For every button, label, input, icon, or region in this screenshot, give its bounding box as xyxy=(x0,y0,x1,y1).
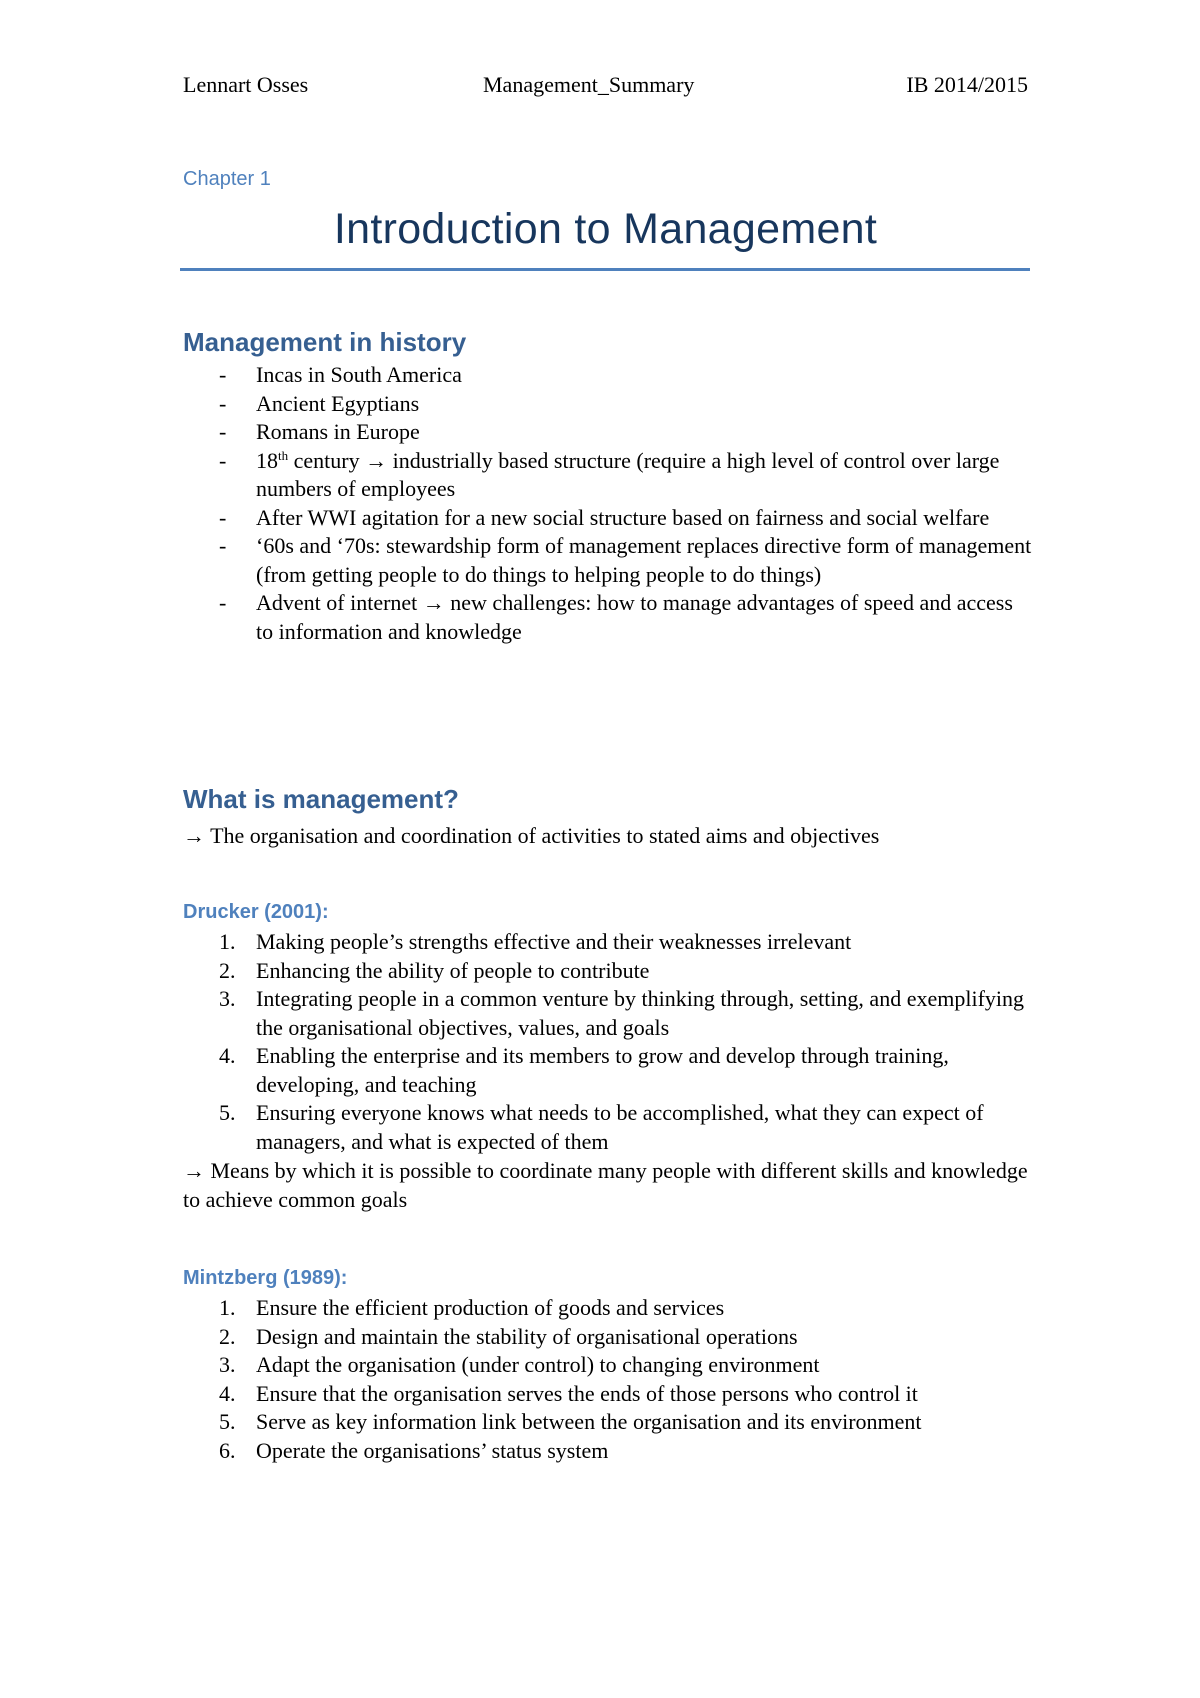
century-suffix: th xyxy=(278,447,289,463)
page-title: Introduction to Management xyxy=(333,205,878,253)
list-item: 2. Design and maintain the stability of organisational operations xyxy=(219,1323,798,1349)
title-divider xyxy=(180,268,1030,271)
bullet-marker: - xyxy=(219,362,227,387)
list-item: 2. Enhancing the ability of people to contribute xyxy=(219,957,650,983)
list-item-text: Advent of internet → new challenges: how to manage advantages of speed and access to information and knowledge xyxy=(256,590,1013,644)
list-item: 3. Integrating people in a common venture by thinking through, setting, and exemplifying the organisational objectives, values, and goals xyxy=(219,986,1025,1040)
subheading-drucker: Drucker (2001): xyxy=(183,901,329,923)
list-item-text: Enabling the enterprise and its members to grow and develop through training, developing, and teaching xyxy=(256,1043,949,1097)
list-item xyxy=(183,504,1033,533)
drucker-conclusion: → Means by which it is possible to coordinate many people with different skills and knowledge to achieve common goals xyxy=(183,1158,1028,1212)
list-item xyxy=(183,447,1033,504)
list-item-text: Adapt the organisation (under control) to changing environment xyxy=(256,1352,820,1377)
list-item: 1. Ensure the efficient production of goods and services xyxy=(219,1295,725,1320)
bullet-marker: - xyxy=(219,419,227,444)
list-item xyxy=(183,418,1033,447)
drucker-list xyxy=(183,928,1033,1156)
list-item-text: century → industrially based structure (require a high level of control over large numbers of employees xyxy=(256,447,1000,501)
section-heading-history: Management in history xyxy=(183,327,467,357)
section-heading-what-is: What is management? xyxy=(183,784,459,814)
list-item-text: After WWI agitation for a new social structure based on fairness and social welfare xyxy=(256,504,990,530)
subheading-mintzberg: Mintzberg (1989): xyxy=(183,1267,348,1289)
list-item-text: Integrating people in a common venture by thinking through, setting, and exemplifying the organisational objectives, values, and goals xyxy=(256,986,1025,1040)
list-item-text: Design and maintain the stability of organisational operations xyxy=(256,1323,798,1349)
bullet-marker: - xyxy=(219,533,227,558)
list-item-text: ‘60s and ‘70s: stewardship form of management replaces directive form of management (from getting people to do things to helping people to do things) xyxy=(256,533,1032,587)
list-item: 4. Ensure that the organisation serves the ends of those persons who control it xyxy=(219,1380,918,1406)
list-item: 3. Adapt the organisation (under control) to changing environment xyxy=(219,1352,820,1377)
list-item xyxy=(183,589,1033,646)
century-number: 18 xyxy=(256,447,278,473)
mintzberg-list xyxy=(183,1294,1033,1465)
list-item: 4. Enabling the enterprise and its members to grow and develop through training, developing, and teaching xyxy=(219,1043,949,1097)
header-document-title: Management_Summary xyxy=(483,72,695,97)
list-item-text: Ensure that the organisation serves the ends of those persons who control it xyxy=(256,1380,918,1406)
list-item-text: Enhancing the ability of people to contribute xyxy=(256,957,650,983)
list-item-text: Operate the organisations’ status system xyxy=(256,1437,609,1463)
bullet-marker: - xyxy=(219,504,227,530)
list-item xyxy=(183,532,1033,589)
list-item-text: Ensure the efficient production of goods and services xyxy=(256,1295,725,1320)
page-header xyxy=(183,72,1028,102)
list-item: 1. Making people’s strengths effective and their weaknesses irrelevant xyxy=(219,929,852,954)
list-item xyxy=(183,361,1033,390)
list-item-text: Incas in South America xyxy=(256,362,462,387)
list-item: 6. Operate the organisations’ status system xyxy=(219,1437,609,1463)
management-definition: → The organisation and coordination of activities to stated aims and objectives xyxy=(183,823,880,848)
list-item-text: Ancient Egyptians xyxy=(256,390,420,416)
bullet-marker: - xyxy=(219,447,227,473)
list-item-text: Serve as key information link between the organisation and its environment xyxy=(256,1409,922,1434)
history-list xyxy=(183,361,1033,646)
bullet-marker: - xyxy=(219,390,227,416)
bullet-marker: - xyxy=(219,590,227,615)
chapter-label: Chapter 1 xyxy=(183,168,271,190)
list-item: 5. Ensuring everyone knows what needs to be accomplished, what they can expect of managers, and what is expected of them xyxy=(219,1100,984,1154)
list-item-text: Romans in Europe xyxy=(256,419,420,444)
list-item-text: Making people’s strengths effective and their weaknesses irrelevant xyxy=(256,929,852,954)
list-item xyxy=(183,390,1033,419)
list-item-text: Ensuring everyone knows what needs to be accomplished, what they can expect of managers, and what is expected of them xyxy=(256,1100,984,1154)
header-author: Lennart Osses xyxy=(183,72,309,97)
header-course: IB 2014/2015 xyxy=(906,72,1028,97)
list-item: 5. Serve as key information link between the organisation and its environment xyxy=(219,1409,922,1434)
